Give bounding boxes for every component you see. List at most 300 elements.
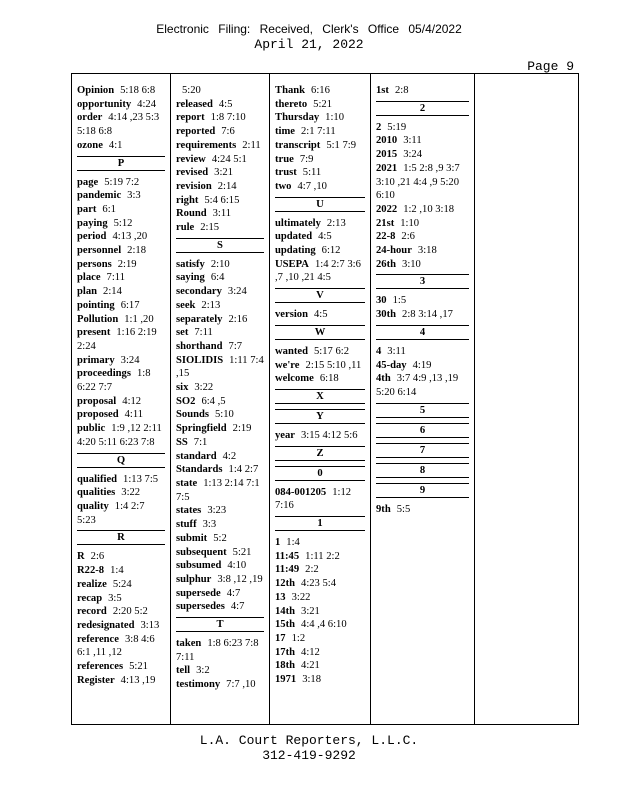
page-line-refs: 5:10 xyxy=(215,409,234,421)
index-entry xyxy=(77,230,165,244)
page-line-refs: 1:5 2:8 ,9 3:7 3:10 ,21 4:4 ,9 5:20 6:10 xyxy=(376,162,460,202)
page-line-refs: 5:21 xyxy=(313,98,333,110)
page-line-refs: 7:6 xyxy=(221,126,235,138)
index-section xyxy=(376,325,469,400)
index-section xyxy=(376,101,469,272)
index-term: 30 xyxy=(376,295,387,307)
index-term: 084-001205 xyxy=(275,486,327,498)
index-term: R xyxy=(77,551,85,563)
page-line-refs: 7:11 xyxy=(106,272,125,284)
index-entry xyxy=(376,217,469,231)
index-term: 2010 xyxy=(376,135,398,147)
page-line-refs: 5:4 6:15 xyxy=(204,194,240,206)
index-entry xyxy=(176,532,264,546)
page-line-refs: 5:20 xyxy=(182,85,201,96)
index-term: 1971 xyxy=(275,674,297,686)
page-line-refs: 1:10 xyxy=(325,112,345,124)
page-line-refs: 6:4 ,5 xyxy=(201,395,226,407)
index-entry xyxy=(77,564,165,578)
index-term: states xyxy=(176,505,202,517)
index-term: present xyxy=(77,327,111,339)
page-line-refs: 3:8 ,12 ,19 xyxy=(217,573,263,585)
section-letter-heading: 3 xyxy=(376,274,469,289)
index-entry xyxy=(176,194,264,208)
section-letter-heading: 5 xyxy=(376,403,469,418)
page-line-refs: 4:5 xyxy=(318,231,332,243)
page-line-refs: 4:13 ,20 xyxy=(112,231,148,243)
index-entry xyxy=(176,678,264,692)
index-column-5 xyxy=(475,74,579,724)
index-entry xyxy=(376,503,469,517)
page-line-refs: 3:7 4:9 ,13 ,19 5:20 6:14 xyxy=(376,373,459,398)
index-term: Pollution xyxy=(77,313,119,325)
index-entry xyxy=(275,230,365,244)
index-term: pandemic xyxy=(77,190,122,202)
index-entry xyxy=(176,354,264,381)
index-entry xyxy=(77,98,165,112)
index-term: shorthand xyxy=(176,340,223,352)
index-term: ultimately xyxy=(275,217,321,229)
index-entry xyxy=(275,605,365,619)
page-line-refs: 4:11 xyxy=(124,409,144,421)
index-term: place xyxy=(77,272,101,284)
page-line-refs: 2:19 xyxy=(117,258,137,270)
page-line-refs: 6:18 xyxy=(319,373,339,385)
section-letter-heading: T xyxy=(176,617,264,632)
page-line-refs: 4:21 xyxy=(301,660,320,672)
page-line-refs: 3:22 xyxy=(121,487,141,499)
index-term: supersedes xyxy=(176,601,225,613)
index-entry xyxy=(376,359,469,373)
index-section xyxy=(275,466,365,513)
index-term: period xyxy=(77,231,107,243)
index-entry xyxy=(376,121,469,135)
index-entry xyxy=(376,203,469,217)
page-line-refs: 1:2 ,10 3:18 xyxy=(403,203,455,215)
page-line-refs: 2:15 xyxy=(200,222,220,234)
index-term: set xyxy=(176,327,189,339)
index-entry xyxy=(77,84,165,98)
section-letter-heading: X xyxy=(275,389,365,404)
page-line-refs: 3:13 xyxy=(140,619,160,631)
index-term: taken xyxy=(176,638,202,650)
index-term: 11:45 xyxy=(275,550,300,562)
section-letter-heading: S xyxy=(176,238,264,253)
page-line-refs: 7:7 ,10 xyxy=(226,679,256,691)
page-line-refs: 1:13 7:5 xyxy=(123,473,159,485)
index-term: 1st xyxy=(376,85,389,96)
page-line-refs: 3:3 xyxy=(127,190,141,202)
index-entry xyxy=(176,600,264,614)
index-term: report xyxy=(176,112,205,124)
index-entry xyxy=(176,340,264,354)
page-line-refs: 5:19 xyxy=(387,121,407,133)
index-entry xyxy=(176,450,264,464)
index-entry xyxy=(275,180,365,194)
index-term: SIOLIDIS xyxy=(176,354,224,366)
page-line-refs: 1:11 2:2 xyxy=(305,550,340,562)
index-entry xyxy=(275,372,365,386)
index-section xyxy=(275,325,365,386)
index-term: pointing xyxy=(77,299,115,311)
index-entry xyxy=(176,381,264,395)
page-line-refs: 5:19 7:2 xyxy=(104,176,140,188)
index-term: 1 xyxy=(275,537,281,549)
index-entry xyxy=(275,359,365,373)
index-term: trust xyxy=(275,167,297,179)
index-term: Register xyxy=(77,674,115,686)
page-line-refs: 4:24 xyxy=(137,98,157,110)
section-letter-heading: 6 xyxy=(376,423,469,438)
page-line-refs: 3:5 xyxy=(108,592,122,604)
index-term: SS xyxy=(176,436,188,448)
page-line-refs: 3:24 xyxy=(227,286,247,298)
index-term: proceedings xyxy=(77,368,131,380)
page-line-refs: 4:1 xyxy=(108,139,123,151)
index-entry xyxy=(275,659,365,673)
page-line-refs: 5:1 7:9 xyxy=(326,139,357,151)
page-line-refs: 1:4 2:7 5:23 xyxy=(77,500,145,526)
page-number: Page 9 xyxy=(527,59,574,74)
index-term: secondary xyxy=(176,286,222,298)
index-entry xyxy=(376,134,469,148)
index-entry xyxy=(275,258,365,285)
page-line-refs: 4:13 ,19 xyxy=(120,674,156,686)
index-entry xyxy=(77,176,165,190)
index-term: transcript xyxy=(275,139,321,151)
index-term: right xyxy=(176,194,199,206)
page-line-refs: 1:13 2:14 7:1 7:5 xyxy=(176,477,260,503)
page-line-refs: 1:4 2:7 3:6 ,7 ,10 ,21 4:5 xyxy=(275,258,361,284)
index-entry xyxy=(275,486,365,513)
index-entry xyxy=(77,258,165,272)
index-entry xyxy=(376,162,469,203)
index-entry xyxy=(275,618,365,632)
page-line-refs: 5:24 xyxy=(112,578,132,590)
index-entry xyxy=(77,111,165,138)
index-entry xyxy=(275,646,365,660)
index-term: Round xyxy=(176,208,207,220)
page-line-refs: 3:15 4:12 5:6 xyxy=(301,429,358,441)
index-term: released xyxy=(176,98,213,110)
index-term: time xyxy=(275,126,295,138)
index-entry xyxy=(176,166,264,180)
index-entry xyxy=(176,98,264,112)
page-line-refs: 3:24 xyxy=(120,354,140,366)
page-line-refs: 3:21 xyxy=(214,167,234,179)
index-term: standard xyxy=(176,450,217,462)
page-line-refs: 1:4 xyxy=(286,537,300,549)
index-term: redesignated xyxy=(77,619,135,631)
index-term: qualified xyxy=(77,473,118,485)
page-line-refs: 3:2 xyxy=(196,665,210,677)
index-term: record xyxy=(77,606,107,618)
index-entry xyxy=(77,633,165,660)
page-line-refs: 3:18 xyxy=(417,245,437,257)
index-term: tell xyxy=(176,665,191,677)
page-line-refs: 2:15 5:10 ,11 xyxy=(305,359,362,371)
index-entry xyxy=(176,111,264,125)
index-term: Standards xyxy=(176,464,223,476)
index-term: 13 xyxy=(275,591,286,603)
index-term: satisfy xyxy=(176,258,205,270)
index-term: sulphur xyxy=(176,573,212,585)
index-entry xyxy=(77,326,165,353)
index-term: supersede xyxy=(176,587,221,599)
index-section xyxy=(275,516,365,687)
index-term: R22-8 xyxy=(77,565,105,577)
index-entry xyxy=(176,436,264,450)
section-letter-heading: 9 xyxy=(376,483,469,498)
section-letter-heading: 4 xyxy=(376,325,469,340)
index-entry xyxy=(376,294,469,308)
index-entry xyxy=(275,166,365,180)
index-term: 21st xyxy=(376,217,395,229)
index-term: recap xyxy=(77,592,103,604)
page-line-refs: 6:1 xyxy=(102,203,116,215)
page-line-refs: 4:5 xyxy=(313,309,328,321)
index-section xyxy=(176,84,264,235)
index-entry xyxy=(77,619,165,633)
page-line-refs: 5:5 xyxy=(396,503,411,515)
court-reporter-phone: 312-419-9292 xyxy=(262,748,356,763)
index-section xyxy=(376,84,469,98)
index-section xyxy=(376,443,469,458)
index-entry xyxy=(176,637,264,664)
index-entry xyxy=(176,504,264,518)
index-column-2 xyxy=(171,74,270,724)
index-section xyxy=(376,403,469,418)
index-term: primary xyxy=(77,354,115,366)
section-letter-heading: 1 xyxy=(275,516,365,531)
page-line-refs: 7:11 xyxy=(194,327,213,339)
index-entry xyxy=(77,408,165,422)
index-entry xyxy=(275,577,365,591)
page-line-refs: 2:13 xyxy=(201,299,221,311)
index-term: 17 xyxy=(275,632,286,644)
section-letter-heading: 7 xyxy=(376,443,469,458)
page-line-refs: 2:6 xyxy=(90,551,105,563)
page-line-refs: 3:22 xyxy=(194,382,214,394)
page-line-refs: 2:14 xyxy=(103,286,122,298)
index-term: reference xyxy=(77,633,119,645)
index-term: SO2 xyxy=(176,395,196,407)
index-term: year xyxy=(275,429,295,441)
page-line-refs: 2:19 xyxy=(232,423,252,435)
page-line-refs: 5:11 xyxy=(302,167,322,179)
index-term: separately xyxy=(176,313,223,325)
index-entry xyxy=(176,271,264,285)
page-line-refs: 4:12 xyxy=(301,646,320,658)
index-term: Sounds xyxy=(176,409,209,421)
page-line-refs: 2:13 xyxy=(326,217,346,229)
index-entry xyxy=(275,98,365,112)
index-term: subsumed xyxy=(176,560,222,572)
index-term: seek xyxy=(176,299,196,311)
index-section xyxy=(376,483,469,517)
page-line-refs: 1:8 6:22 7:7 xyxy=(77,368,151,394)
page-line-refs: 2:1 7:11 xyxy=(301,126,336,138)
index-entry xyxy=(77,605,165,619)
index-entry xyxy=(77,299,165,313)
index-term: 14th xyxy=(275,605,296,617)
index-entry xyxy=(176,299,264,313)
index-entry xyxy=(176,408,264,422)
index-entry xyxy=(77,313,165,327)
index-entry xyxy=(176,587,264,601)
index-entry xyxy=(275,632,365,646)
index-term: subsequent xyxy=(176,546,227,558)
index-entry xyxy=(275,563,365,577)
index-entry xyxy=(275,429,365,443)
index-term: 24-hour xyxy=(376,245,412,257)
index-entry xyxy=(77,486,165,500)
index-term: six xyxy=(176,382,189,394)
page-line-refs: 1:1 ,20 xyxy=(124,313,154,325)
index-entry xyxy=(275,591,365,605)
index-entry xyxy=(176,477,264,504)
index-term: 17th xyxy=(275,646,296,658)
index-term: USEPA xyxy=(275,258,309,270)
index-term: 30th xyxy=(376,309,397,321)
index-term: updating xyxy=(275,245,316,257)
index-term: 15th xyxy=(275,619,296,631)
index-term: thereto xyxy=(275,98,308,110)
page-line-refs: 6:17 xyxy=(120,299,140,311)
page-line-refs: 5:21 xyxy=(232,546,252,558)
index-entry xyxy=(376,372,469,399)
section-letter-heading: P xyxy=(77,156,165,171)
index-section xyxy=(376,274,469,321)
index-term: public xyxy=(77,423,106,435)
index-entry xyxy=(176,573,264,587)
index-entry xyxy=(275,84,365,98)
index-term: revision xyxy=(176,180,212,192)
index-entry xyxy=(376,230,469,244)
index-term: 45-day xyxy=(376,359,407,371)
index-term: quality xyxy=(77,500,109,512)
index-entry xyxy=(77,674,165,688)
index-term: revised xyxy=(176,167,209,179)
index-term: personnel xyxy=(77,245,122,257)
page-line-refs: 3:22 xyxy=(291,591,311,603)
section-letter-heading: Y xyxy=(275,409,365,424)
index-term: proposal xyxy=(77,395,117,407)
index-entry xyxy=(176,463,264,477)
page-line-refs: 4:7 xyxy=(230,601,245,613)
index-entry xyxy=(77,473,165,487)
index-term: we're xyxy=(275,359,300,371)
page-line-refs: 2:8 xyxy=(394,85,409,96)
index-entry xyxy=(77,354,165,368)
index-term: 11:49 xyxy=(275,564,300,576)
page-line-refs: 2:11 xyxy=(242,139,261,151)
index-section xyxy=(77,453,165,528)
index-entry xyxy=(176,326,264,340)
index-term: requirements xyxy=(176,139,237,151)
index-entry xyxy=(376,345,469,359)
page-line-refs: 4:19 xyxy=(412,359,432,371)
index-section xyxy=(176,617,264,692)
index-section xyxy=(77,84,165,153)
index-entry xyxy=(77,660,165,674)
index-term: Thursday xyxy=(275,112,320,124)
index-term: wanted xyxy=(275,345,308,357)
page-line-refs: 7:7 xyxy=(228,340,243,352)
index-column-4 xyxy=(371,74,475,724)
index-term: part xyxy=(77,203,97,215)
index-term: order xyxy=(77,112,103,124)
index-section xyxy=(275,84,365,194)
index-entry xyxy=(275,111,365,125)
index-entry xyxy=(176,559,264,573)
index-entry xyxy=(376,148,469,162)
section-letter-heading: U xyxy=(275,197,365,212)
index-term: page xyxy=(77,176,99,188)
index-term: 2021 xyxy=(376,162,398,174)
page-line-refs: 2:8 3:14 ,17 xyxy=(402,309,453,321)
page-line-refs: 1:4 2:7 xyxy=(228,464,259,476)
index-entry xyxy=(77,550,165,564)
page-line-refs: 1:4 xyxy=(110,565,124,577)
index-term: submit xyxy=(176,532,208,544)
index-term: 2022 xyxy=(376,203,398,215)
page-line-refs: 4:10 xyxy=(227,560,247,572)
index-entry xyxy=(275,139,365,153)
index-entry xyxy=(376,244,469,258)
page-line-refs: 2:18 xyxy=(127,245,146,257)
index-section xyxy=(176,238,264,614)
page-line-refs: 1:10 xyxy=(400,217,420,229)
page-line-refs: 1:9 ,12 2:11 4:20 5:11 6:23 7:8 xyxy=(77,423,162,448)
index-entry xyxy=(275,217,365,231)
page-line-refs: 2:2 xyxy=(305,564,319,576)
index-entry xyxy=(176,84,264,98)
page-line-refs: 4:7 ,10 xyxy=(297,180,327,192)
index-column-3 xyxy=(270,74,371,724)
section-letter-heading: 8 xyxy=(376,463,469,478)
page-line-refs: 2:14 xyxy=(217,180,237,192)
page-line-refs: 1:11 7:4 ,15 xyxy=(176,354,264,380)
section-letter-heading: 2 xyxy=(376,101,469,116)
index-entry xyxy=(275,673,365,687)
page-line-refs: 1:16 2:19 2:24 xyxy=(77,327,157,352)
index-entry xyxy=(176,422,264,436)
page-line-refs: 4:7 xyxy=(226,587,241,599)
page-line-refs: 1:2 xyxy=(291,632,306,644)
index-entry xyxy=(77,217,165,231)
index-entry xyxy=(275,536,365,550)
index-entry xyxy=(376,258,469,272)
page-line-refs: 4:4 ,4 6:10 xyxy=(301,619,347,631)
page-line-refs: 6:16 xyxy=(311,85,330,96)
page-line-refs: 5:17 6:2 xyxy=(313,345,349,357)
page-line-refs: 1:5 xyxy=(392,295,407,307)
index-term: 2 xyxy=(376,121,382,133)
index-section xyxy=(77,530,165,687)
page-line-refs: 5:18 6:8 xyxy=(120,85,156,96)
page-line-refs: 4:5 xyxy=(218,98,233,110)
page-line-refs: 5:12 xyxy=(113,217,133,229)
index-section xyxy=(275,197,365,286)
index-entry xyxy=(176,285,264,299)
index-term: 2015 xyxy=(376,149,398,161)
word-index-frame xyxy=(71,73,579,725)
index-entry xyxy=(376,84,469,98)
index-term: rule xyxy=(176,222,195,234)
index-term: version xyxy=(275,309,308,321)
index-entry xyxy=(176,153,264,167)
